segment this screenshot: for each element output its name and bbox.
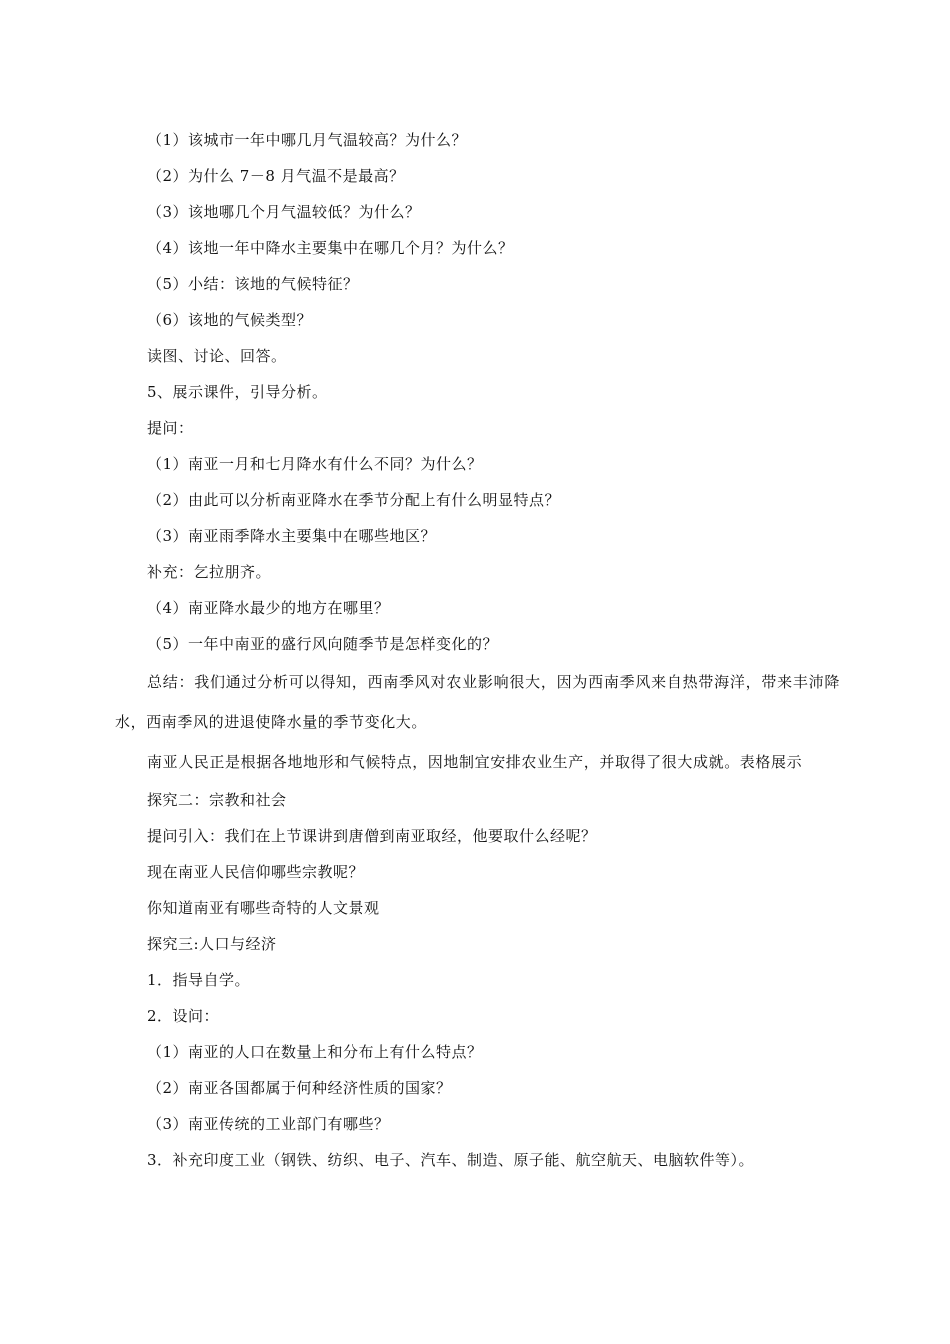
question-line: （5）一年中南亚的盛行风向随季节是怎样变化的？ — [147, 635, 499, 653]
question-line: （2）为什么 7－8 月气温不是最高？ — [147, 167, 405, 185]
question-line: （2）南亚各国都属于何种经济性质的国家？ — [147, 1079, 452, 1097]
section-heading: 探究三:人口与经济 — [147, 935, 277, 953]
step-line: 1．指导自学。 — [147, 971, 251, 989]
question-line: 提问引入：我们在上节课讲到唐僧到南亚取经，他要取什么经呢？ — [147, 827, 597, 845]
section-heading: 探究二：宗教和社会 — [147, 791, 287, 809]
question-line: （2）由此可以分析南亚降水在季节分配上有什么明显特点？ — [147, 491, 561, 509]
question-line: （1）该城市一年中哪几月气温较高？为什么？ — [147, 131, 468, 149]
step-line: 3．补充印度工业（钢铁、纺织、电子、汽车、制造、原子能、航空航天、电脑软件等）。 — [147, 1151, 755, 1169]
step-line: 5、展示课件，引导分析。 — [147, 383, 328, 401]
question-line: （6）该地的气候类型？ — [147, 311, 313, 329]
question-line: 你知道南亚有哪些奇特的人文景观 — [147, 899, 380, 917]
document-body — [115, 122, 840, 1178]
question-line: 现在南亚人民信仰哪些宗教呢？ — [147, 863, 365, 881]
question-line: （5）小结：该地的气候特征？ — [147, 275, 359, 293]
supplement-line: 补充：乞拉朋齐。 — [147, 563, 272, 581]
question-line: （1）南亚一月和七月降水有什么不同？为什么？ — [147, 455, 483, 473]
question-line: （3）该地哪几个月气温较低？为什么？ — [147, 203, 421, 221]
south-asia-paragraph: 南亚人民正是根据各地地形和气候特点，因地制宜安排农业生产，并取得了很大成就。表格展示 — [147, 753, 803, 771]
question-line: （4）南亚降水最少的地方在哪里？ — [147, 599, 390, 617]
question-line: （1）南亚的人口在数量上和分布上有什么特点？ — [147, 1043, 483, 1061]
question-line: （4）该地一年中降水主要集中在哪几个月？为什么？ — [147, 239, 514, 257]
summary-paragraph: 总结：我们通过分析可以得知，西南季风对农业影响很大，因为西南季风来自热带海洋，带来丰沛降水，西南季风的进退使降水量的季节变化大。 — [115, 673, 840, 731]
activity-line: 读图、讨论、回答。 — [147, 347, 287, 365]
prompt-label: 提问： — [147, 419, 194, 437]
question-line: （3）南亚传统的工业部门有哪些？ — [147, 1115, 390, 1133]
question-line: （3）南亚雨季降水主要集中在哪些地区？ — [147, 527, 437, 545]
step-line: 2．设问： — [147, 1007, 220, 1025]
